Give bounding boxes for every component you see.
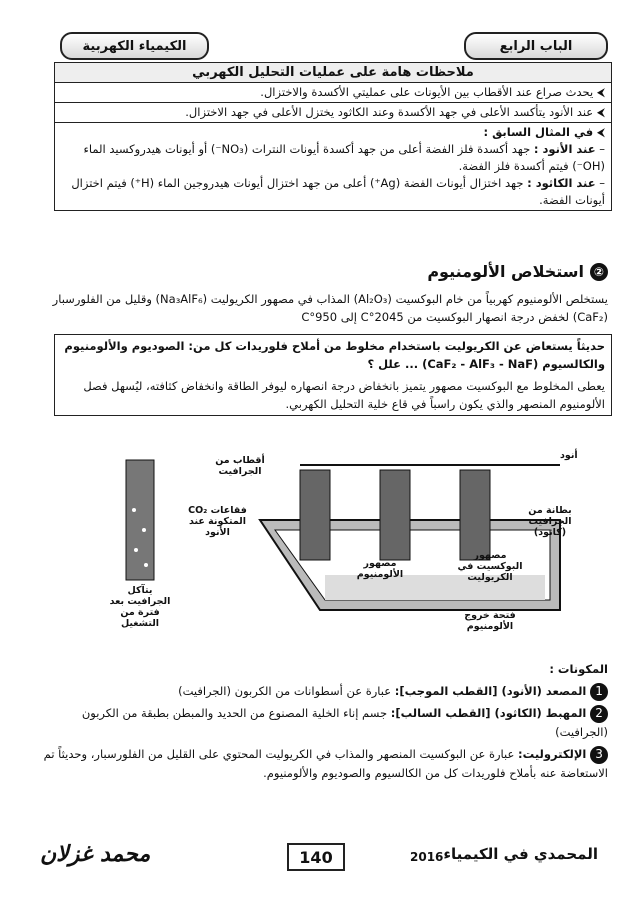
poles-label: أقطاب من الجرافيت	[215, 455, 265, 477]
note-example: ⮜ في المثال السابق : – عند الأنود : جهد أكسدة فلز الفضة أعلى من جهد أكسدة أيونات النترات (NO₃⁻) أو أيونات هيدروكسيد الماء (OH⁻) فيتم أكسدة فلز الفضة. – عند الكاثود : جهد اختزال أيونات الفضة (Ag⁺) أعلى من جهد اختزال أيونات هيدروجين الماء (H⁺) فيتم اختزال أيونات الفضة.	[71, 125, 605, 207]
subject-header: الكيمياء الكهربية	[60, 32, 209, 60]
anode-rod-1	[300, 470, 330, 560]
answer-text: يعطى المخلوط مع البوكسيت مصهور يتميز بانخفاض درجة انصهاره ليوفر الطاقة وانخفاض كثافته، ليُسهل فصل الألومنيوم المنصهر والذي يكون راسباً في قاع خلية التحليل الكهربي.	[83, 379, 605, 411]
notes-box	[54, 62, 612, 211]
lining-label: بطانة من الجرافيت (كاثود)	[528, 505, 572, 538]
footer-year: 2016	[410, 850, 444, 864]
co2-label: فقاعات CO₂ المتكونة عند الأنود	[188, 505, 247, 538]
component-2: 2 المهبط (الكاثود) [القطب السالب]: جسم إناء الخلية المصنوع من الحديد والمبطن بطبقة من الكربون (الجرافيت)	[81, 706, 608, 739]
component-1: 1 المصعد (الأنود) [القطب الموجب]: عبارة عن أسطوانات من الكربون (الجرافيت)	[28, 682, 608, 701]
question-text: حديثاً يستعاض عن الكريوليت باستخدام مخلوط من أملاح فلوريدات كل من: الصوديوم والألومنيوم والكالسيوم (CaF₂ - AlF₃ - NaF) ... علل ؟	[64, 339, 605, 371]
intro-paragraph: يستخلص الألومنيوم كهربياً من خام البوكسيت (Al₂O₃) المذاب في مصهور الكريوليت (Na₃AlF₆) وقليل من الفلورسبار (CaF₂) لخفض درجة انصهار البوكسيت من 2045°C إلى 950°C	[52, 292, 608, 324]
chapter-header: الباب الرابع	[464, 32, 608, 60]
component-3: 3 الإلكتروليت: عبارة عن البوكسيت المنصهر والمذاب في الكريوليت المحتوي على القليل من الفلورسبار، وحديثاً تم الاستعاضة عنه بأملاح فلوريدات كل من الكالسيوم والصوديوم والألومنيوم.	[43, 747, 608, 780]
components-title: المكونات :	[549, 662, 608, 676]
worn-graphite-label: يتآكل الجرافيت بعد فترة من التشغيل	[109, 585, 171, 629]
note-2: ⮜ عند الأنود يتأكسد الأعلى في جهد الأكسدة وعند الكاثود يختزل الأعلى في جهد الاختزال.	[55, 103, 611, 123]
section-title: استخلاص الألومنيوم	[427, 262, 584, 281]
worn-electrode	[126, 460, 154, 580]
footer-brand: المحمدي في الكيمياء	[443, 845, 598, 863]
section-heading	[427, 262, 608, 281]
cathode-label: عند الكاثود :	[527, 176, 596, 190]
anode-label-diagram: أنود	[560, 450, 578, 461]
electrolysis-cell-diagram	[109, 450, 590, 650]
anode-text: جهد أكسدة فلز الفضة أعلى من جهد أكسدة أيونات النترات (NO₃⁻) أو أيونات هيدروكسيد الماء (OH⁻) فيتم أكسدة فلز الفضة.	[83, 142, 605, 173]
outlet-label: فتحة خروج الألومنيوم	[464, 610, 516, 632]
notes-title: ملاحظات هامة على عمليات التحليل الكهربي	[55, 63, 611, 83]
section-number: ②	[590, 263, 608, 281]
anode-label: عند الأنود :	[533, 142, 596, 156]
example-title: في المثال السابق :	[483, 125, 594, 139]
note-1: ⮜ يحدث صراع عند الأقطاب بين الأيونات على عمليتي الأكسدة والاختزال.	[55, 83, 611, 103]
bauxite-label: مصهور البوكسيت في الكريوليت	[457, 550, 523, 583]
page-number: 140	[287, 843, 345, 871]
cathode-text: جهد اختزال أيونات الفضة (Ag⁺) أعلى من جهد اختزال أيونات هيدروجين الماء (H⁺) فيتم اختزال أيونات الفضة.	[71, 176, 605, 207]
author-signature: محمد غزلان	[40, 842, 151, 867]
question-box	[54, 334, 612, 416]
anode-rod-3	[460, 470, 490, 560]
anode-rod-2	[380, 470, 410, 560]
aluminium-melt-label: مصهور الألومنيوم	[356, 558, 404, 580]
